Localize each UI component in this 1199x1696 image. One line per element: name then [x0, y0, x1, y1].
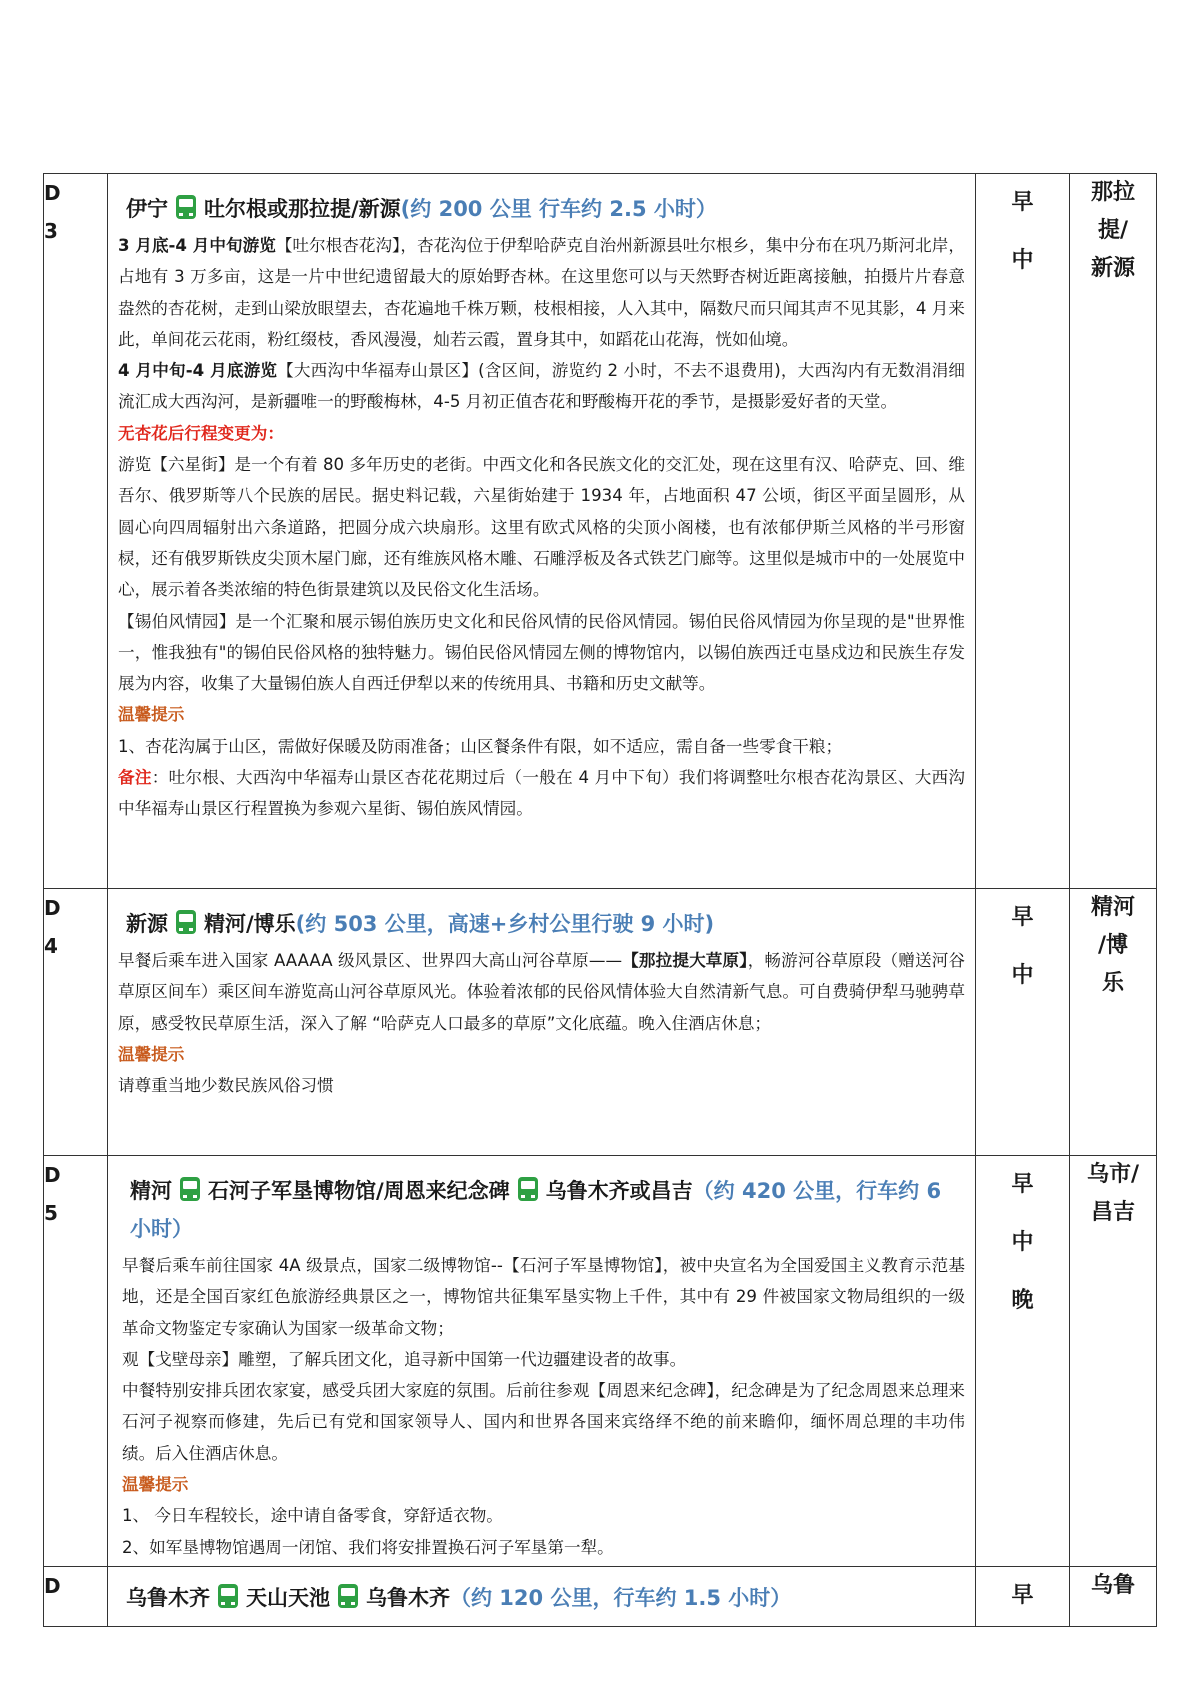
bus-icon — [338, 1584, 358, 1608]
tip-item: 1、 今日车程较长，途中请自备零食，穿舒适衣物。 — [122, 1506, 503, 1526]
paragraph: 4 月中旬-4 月底游览【大西沟中华福寿山景区】(含区间，游览约 2 小时，不去不退费用)，大西沟内有无数涓涓细流汇成大西沟河，是新疆唯一的野酸梅林，4-5 月初正值杏花和野酸梅开花的季节，是摄影爱好者的天堂。 — [118, 361, 965, 412]
bus-icon — [176, 910, 196, 934]
route-heading: 乌鲁木齐 天山天池 乌鲁木齐（约 120 公里，行车约 1.5 小时） — [126, 1586, 792, 1610]
meals-cell: 早 中 晚 — [976, 1156, 1070, 1567]
day-label: D 5 — [44, 1156, 108, 1567]
bus-icon — [176, 195, 196, 219]
day-content — [108, 174, 976, 889]
hotel-cell: 乌市/ 昌吉 — [1070, 1156, 1157, 1567]
day-label: D 4 — [44, 889, 108, 1156]
meals-cell: 早 — [976, 1567, 1070, 1627]
day-content — [108, 889, 976, 1156]
paragraph: 【锡伯风情园】是一个汇聚和展示锡伯族历史文化和民俗风情的民俗风情园。锡伯民俗风情园为你呈现的是"世界惟一，惟我独有"的锡伯民俗风格的独特魅力。锡伯民俗风情园左侧的博物馆内，以锡伯族西迁屯垦戍边和民族生存发展为内容，收集了大量锡伯族人自西迁伊犁以来的传统用具、书籍和历史文献等。 — [118, 611, 965, 694]
route-heading: 新源 精河/博乐(约 503 公里，高速+乡村公里行驶 9 小时) — [126, 912, 715, 936]
meals-cell: 早 中 — [976, 174, 1070, 889]
change-label: 无杏花后行程变更为： — [118, 423, 284, 443]
bus-icon — [218, 1584, 238, 1608]
route-heading: 精河 石河子军垦博物馆/周恩来纪念碑 乌鲁木齐或昌吉（约 420 公里，行车约 6 小时） — [130, 1179, 942, 1241]
day-row-d3 — [44, 174, 1157, 889]
day-content — [108, 1567, 976, 1627]
hotel-cell: 精河 /博 乐 — [1070, 889, 1157, 1156]
meals-cell: 早 中 — [976, 889, 1070, 1156]
paragraph: 3 月底-4 月中旬游览【吐尔根杏花沟】，杏花沟位于伊犁哈萨克自治州新源县吐尔根乡，集中分布在巩乃斯河北岸，占地有 3 万多亩，这是一片中世纪遗留最大的原始野杏林。在这里您可以与天然野杏树近距离接触，拍摄片片春意盎然的杏花树，走到山梁放眼望去，杏花遍地千株万颗，枝根相接，人入其中，隔数尺而只闻其声不见其影，4 月来此，单间花云花雨，粉红缀枝，香风漫漫，灿若云霞，置身其中，如蹈花山花海，恍如仙境。 — [118, 236, 965, 349]
day-label: D — [44, 1567, 108, 1627]
itinerary-table — [43, 173, 1157, 1627]
paragraph: 早餐后乘车进入国家 AAAAA 级风景区、世界四大高山河谷草原——【那拉提大草原】，畅游河谷草原段（赠送河谷草原区间车）乘区间车游览高山河谷草原风光。体验着浓郁的民俗风情体验大自然清新气息。可自费骑伊犁马驰骋草原，感受牧民草原生活，深入了解 “哈萨克人口最多的草原”文化底蕴。晚入住酒店休息； — [118, 951, 966, 1033]
paragraph: 中餐特别安排兵团农家宴，感受兵团大家庭的氛围。后前往参观【周恩来纪念碑】，纪念碑是为了纪念周恩来总理来石河子视察而修建，先后已有党和国家领导人、国内和世界各国来宾络绎不绝的前来瞻仰，缅怀周总理的丰功伟绩。后入住酒店休息。 — [122, 1381, 965, 1463]
tip-item: 请尊重当地少数民族风俗习惯 — [118, 1076, 334, 1096]
tip-label: 温馨提示 — [122, 1475, 189, 1495]
day-content — [108, 1156, 976, 1567]
day-row-d4 — [44, 889, 1157, 1156]
day-label: D 3 — [44, 174, 108, 889]
tip-label: 温馨提示 — [118, 705, 185, 725]
tip-label: 温馨提示 — [118, 1044, 185, 1064]
tip-item: 1、杏花沟属于山区，需做好保暖及防雨准备；山区餐条件有限，如不适应，需自备一些零食干粮； — [118, 736, 843, 756]
route-heading: 伊宁 吐尔根或那拉提/新源(约 200 公里 行车约 2.5 小时） — [126, 197, 717, 221]
paragraph: 游览【六星街】是一个有着 80 多年历史的老街。中西文化和各民族文化的交汇处，现在这里有汉、哈萨克、回、维吾尔、俄罗斯等八个民族的居民。据史料记载，六星街始建于 1934 年，占地面积 47 公顷，街区平面呈圆形，从圆心向四周辐射出六条道路，把圆分成六块扇形。这里有欧式风格的尖顶小阁楼，也有浓郁伊斯兰风格的半弓形窗棂，还有俄罗斯铁皮尖顶木屋门廊，还有维族风格木雕、石雕浮板及各式铁艺门廊等。这里似是城市中的一处展览中心，展示着各类浓缩的特色街景建筑以及民俗文化生活场。 — [118, 455, 965, 600]
bus-icon — [180, 1177, 200, 1201]
day-row-d5 — [44, 1156, 1157, 1567]
tip-item: 2、如军垦博物馆遇周一闭馆、我们将安排置换石河子军垦第一犁。 — [122, 1537, 614, 1557]
hotel-cell: 那拉 提/ 新源 — [1070, 174, 1157, 889]
day-row-d6 — [44, 1567, 1157, 1627]
bus-icon — [518, 1177, 538, 1201]
note: 备注：吐尔根、大西沟中华福寿山景区杏花花期过后（一般在 4 月中下旬）我们将调整吐尔根杏花沟景区、大西沟中华福寿山景区行程置换为参观六星街、锡伯族风情园。 — [118, 768, 965, 819]
paragraph: 早餐后乘车前往国家 4A 级景点，国家二级博物馆--【石河子军垦博物馆】，被中央宣名为全国爱国主义教育示范基地，还是全国百家红色旅游经典景区之一，博物馆共征集军垦实物上千件，其中有 29 件被国家文物局组织的一级革命文物鉴定专家确认为国家一级革命文物； — [122, 1256, 965, 1338]
paragraph: 观【戈壁母亲】雕塑，了解兵团文化，追寻新中国第一代边疆建设者的故事。 — [122, 1349, 687, 1369]
hotel-cell: 乌鲁 — [1070, 1567, 1157, 1627]
